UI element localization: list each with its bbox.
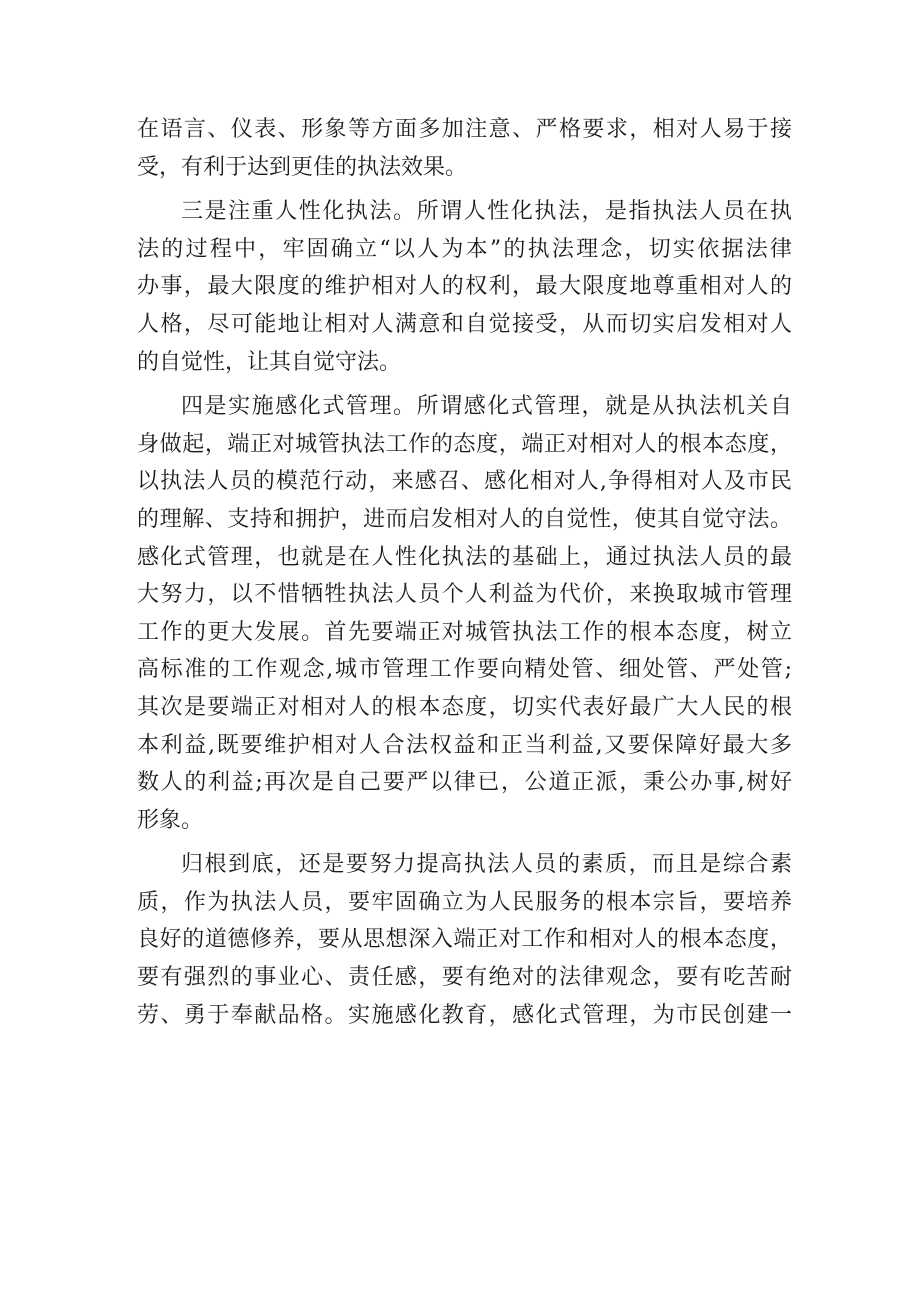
text-line: 法的过程中，牢固确立“以人为本”的执法理念，切实依据法律: [137, 236, 792, 262]
text-line: 在语言、仪表、形象等方面多加注意、严格要求，相对人易于接: [137, 117, 792, 142]
text-line: 质，作为执法人员，要牢固确立为人民服务的根本宗旨，要培养: [137, 889, 792, 915]
text-line: 身做起，端正对城管执法工作的态度，端正对相对人的根本态度，: [137, 431, 792, 457]
document-body: [137, 111, 792, 1034]
paragraph-gap: [137, 839, 792, 846]
text-line: 办事，最大限度的维护相对人的权利，最大限度地尊重相对人的: [137, 274, 792, 300]
text-line: 以执法人员的模范行动，来感召、感化相对人,争得相对人及市民: [137, 469, 792, 495]
paragraph-gap: [137, 381, 792, 388]
text-line: 受，有利于达到更佳的执法效果。: [137, 154, 468, 180]
text-line: 的理解、支持和拥护，进而启发相对人的自觉性，使其自觉守法。: [137, 506, 792, 532]
text-line: 工作的更大发展。首先要端正对城管执法工作的根本态度，树立: [137, 619, 792, 645]
text-line: 数人的利益;再次是自己要严以律已，公道正派，秉公办事,树好: [137, 770, 792, 796]
text-line: 高标准的工作观念,城市管理工作要向精处管、细处管、严处管;: [137, 657, 792, 683]
text-line: 本利益,既要维护相对人合法权益和正当利益,又要保障好最大多: [137, 732, 792, 758]
text-line: 三是注重人性化执法。所谓人性化执法，是指执法人员在执: [181, 199, 792, 225]
text-line: 四是实施感化式管理。所谓感化式管理，就是从执法机关自: [181, 394, 792, 420]
text-line: 感化式管理，也就是在人性化执法的基础上，通过执法人员的最: [137, 544, 792, 570]
text-line: 其次是要端正对相对人的根本态度，切实代表好最广大人民的根: [137, 694, 792, 720]
text-line: 的自觉性，让其自觉守法。: [137, 349, 402, 375]
text-line: 人格，尽可能地让相对人满意和自觉接受，从而切实启发相对人: [137, 311, 792, 337]
paragraph-gap: [137, 186, 792, 193]
text-line: 要有强烈的事业心、责任感，要有绝对的法律观念，要有吃苦耐: [137, 965, 792, 991]
text-line: 大努力，以不惜牺牲执法人员个人利益为代价，来换取城市管理: [137, 582, 792, 608]
text-line: 归根到底，还是要努力提高执法人员的素质，而且是综合素: [181, 852, 792, 878]
text-line: 良好的道德修养，要从思想深入端正对工作和相对人的根本态度，: [137, 927, 792, 953]
text-line: 形象。: [137, 807, 204, 833]
text-line: 劳、勇于奉献品格。实施感化教育，感化式管理，为市民创建一: [137, 1002, 792, 1028]
